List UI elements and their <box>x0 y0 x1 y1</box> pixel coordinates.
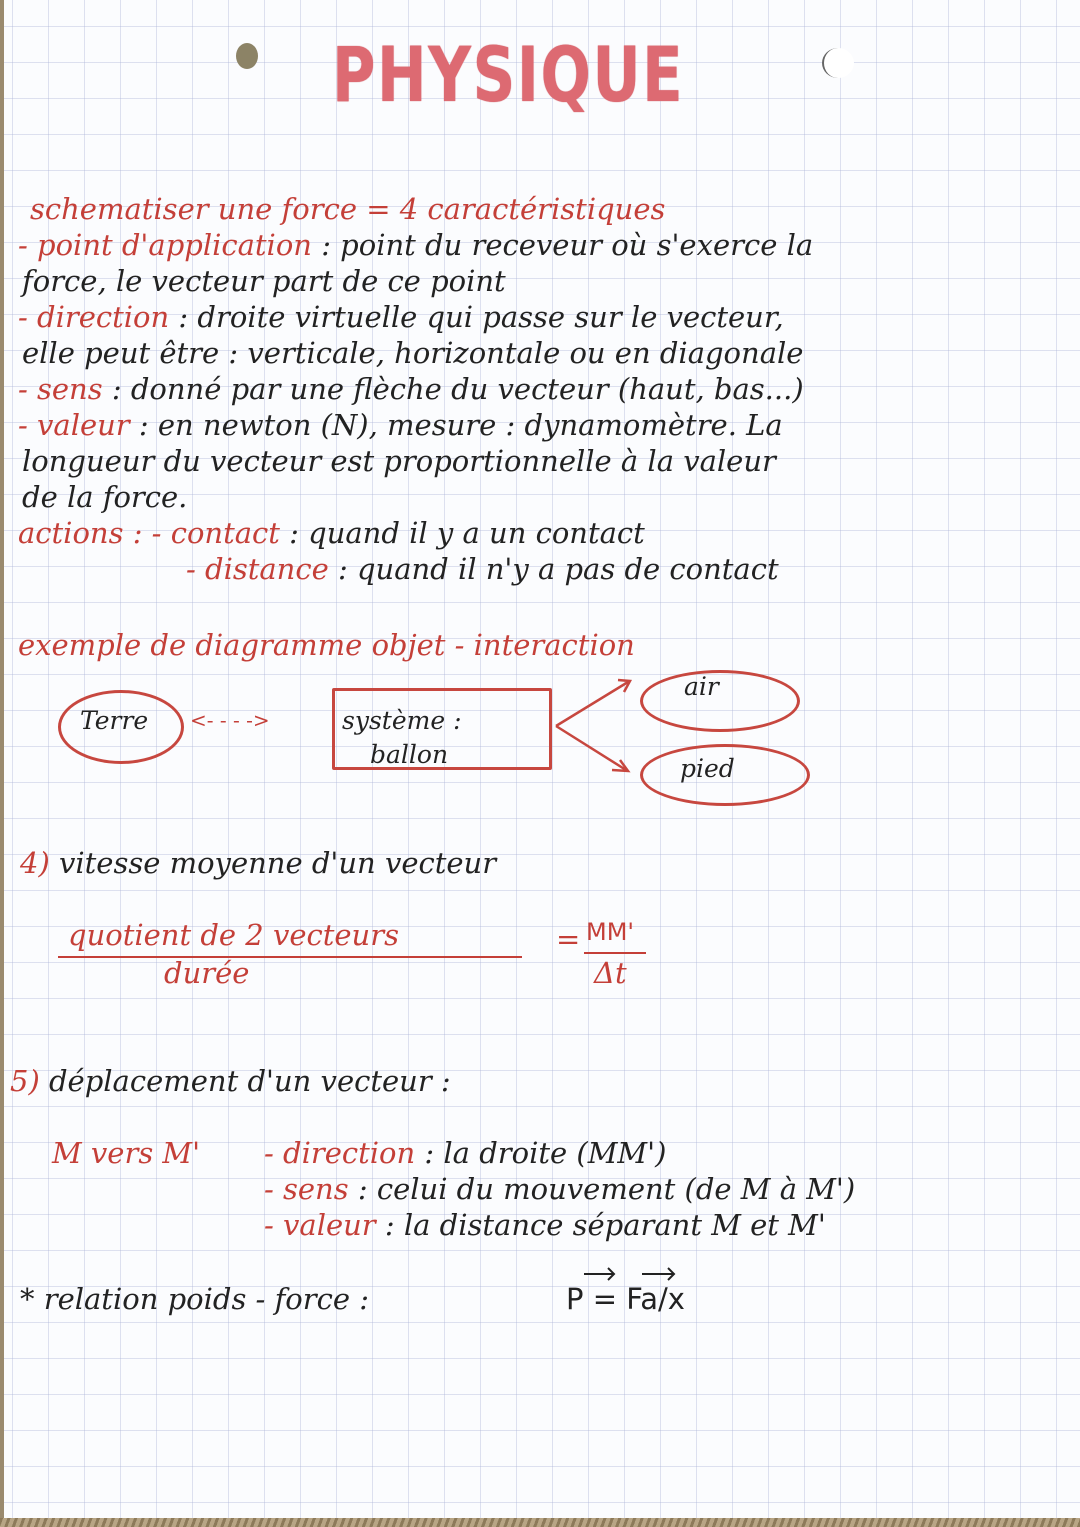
relation-formula: P = Fa/x <box>566 1282 685 1316</box>
dashed-arrow: <- - - -> <box>190 708 270 732</box>
page-title: PHYSIQUE <box>332 30 685 119</box>
item-label: - valeur <box>264 1208 376 1242</box>
item-point-application <box>18 228 813 262</box>
item-label: - direction <box>18 300 170 334</box>
move-direction <box>264 1136 666 1170</box>
node-terre-label: Terre <box>80 706 149 735</box>
node-systeme-line2: ballon <box>370 740 449 769</box>
section-4-heading <box>20 846 496 880</box>
item-text: : en newton (N), mesure : dynamomètre. La <box>138 408 783 442</box>
item-label: - sens <box>264 1172 349 1206</box>
section-5-heading <box>10 1064 451 1098</box>
distance-text: : quand il n'y a pas de contact <box>337 552 779 586</box>
fraction-denominator: durée <box>164 956 250 990</box>
section-title: déplacement d'un vecteur : <box>48 1064 451 1098</box>
notebook-bottom-edge <box>0 1518 1080 1527</box>
item-valeur <box>18 408 783 442</box>
equals-sign: = <box>556 922 581 956</box>
item-text: : point du receveur où s'exerce la <box>321 228 814 262</box>
contact-label: contact <box>170 516 280 550</box>
contact-text: : quand il y a un contact <box>289 516 645 550</box>
move-sens <box>264 1172 855 1206</box>
diagram-heading: exemple de diagramme objet - interaction <box>18 628 635 662</box>
actions-label: actions : - <box>18 516 162 550</box>
item-label: - direction <box>264 1136 416 1170</box>
distance-label: - distance <box>186 552 329 586</box>
item-sens <box>18 372 804 406</box>
item-label: - point d'application <box>18 228 312 262</box>
rhs-numerator: MM' <box>586 918 635 946</box>
item-text: : la distance séparant M et M' <box>384 1208 826 1242</box>
rhs-denominator: Δt <box>594 956 627 990</box>
actions-distance <box>186 552 779 586</box>
item-direction-cont: elle peut être : verticale, horizontale ou en diagonale <box>22 336 804 370</box>
punch-hole <box>822 48 854 78</box>
section-title: vitesse moyenne d'un vecteur <box>58 846 497 880</box>
fraction-numerator: quotient de 2 vecteurs <box>68 918 399 952</box>
item-text: : donné par une flèche du vecteur (haut, bas...) <box>111 372 804 406</box>
rhs-fraction-bar <box>584 952 646 954</box>
actions-contact <box>18 516 645 550</box>
move-valeur <box>264 1208 826 1242</box>
item-valeur-cont: longueur du vecteur est proportionnelle à la valeur <box>22 444 776 478</box>
node-air <box>640 670 800 732</box>
node-pied-label: pied <box>680 754 735 783</box>
item-valeur-cont2: de la force. <box>22 480 188 514</box>
item-text: : celui du mouvement (de M à M') <box>357 1172 856 1206</box>
item-point-application-cont: force, le vecteur part de ce point <box>22 264 506 298</box>
fraction-bar <box>58 956 522 958</box>
item-label: - sens <box>18 372 103 406</box>
notebook-left-edge <box>0 0 4 1527</box>
interaction-arrows-icon <box>548 670 658 780</box>
node-systeme-line1: système : <box>342 706 462 735</box>
item-direction <box>18 300 784 334</box>
punch-hole-dot <box>236 43 258 69</box>
forces-heading: schematiser une force = 4 caractéristiques <box>30 192 666 226</box>
section-number: 5) <box>10 1064 40 1098</box>
section-number: 4) <box>20 846 50 880</box>
item-text: : la droite (MM') <box>424 1136 667 1170</box>
item-label: - valeur <box>18 408 130 442</box>
node-air-label: air <box>684 672 719 701</box>
item-text: : droite virtuelle qui passe sur le vecteur, <box>178 300 784 334</box>
movement-subject: M vers M' <box>52 1136 201 1170</box>
relation-text: * relation poids - force : <box>20 1282 370 1316</box>
